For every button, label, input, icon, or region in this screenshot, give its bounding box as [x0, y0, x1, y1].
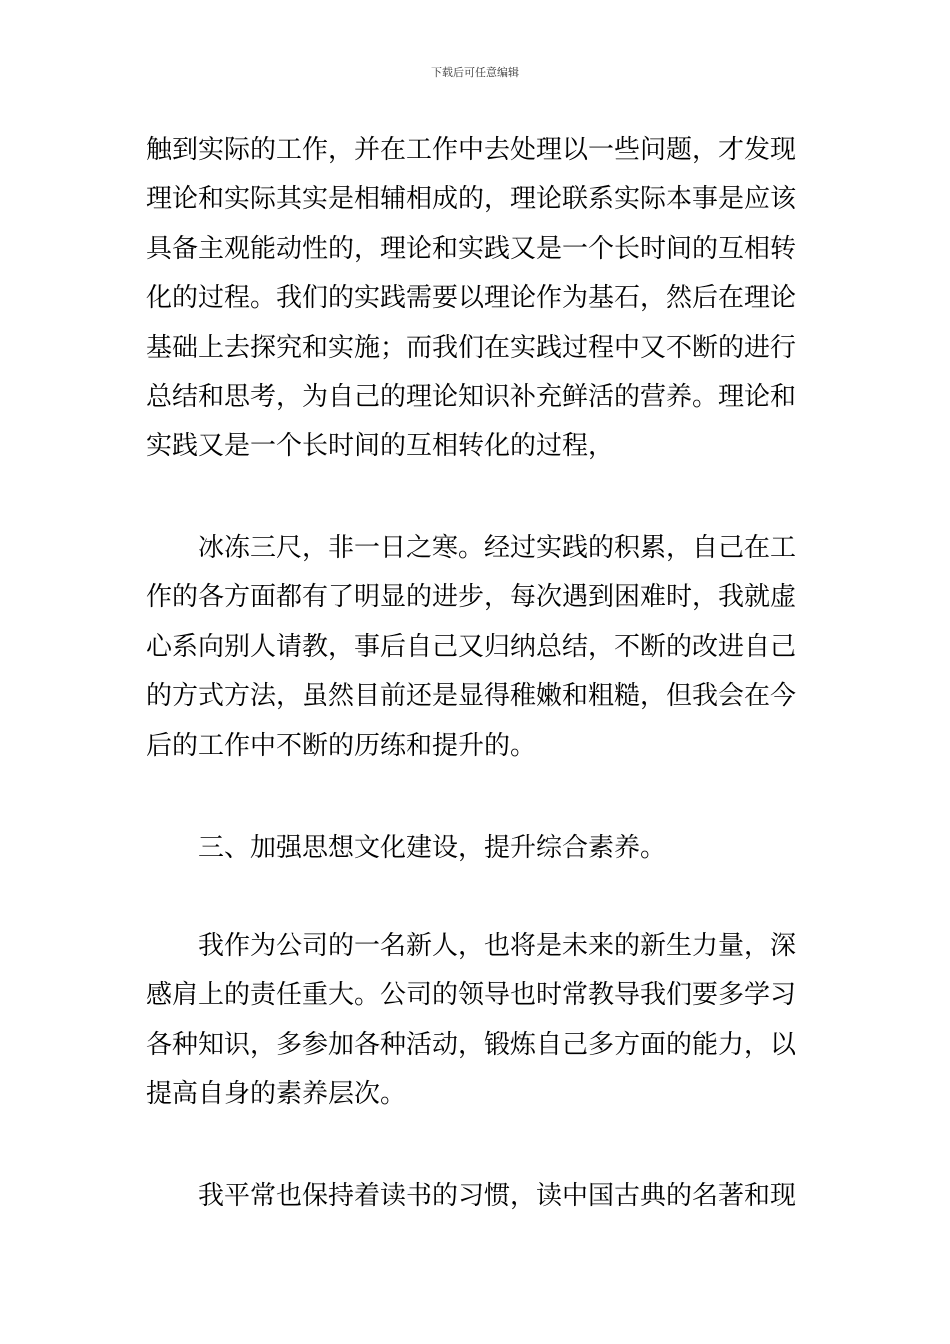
paragraph-1: 触到实际的工作，并在工作中去处理以一些问题，才发现理论和实际其实是相辅相成的，理论联系实际本事是应该具备主观能动性的，理论和实践又是一个长时间的互相转化的过程。我们的实践需要以理论作为基石，然后在理论基础上去探究和实施；而我们在实践过程中又不断的进行总结和思考，为自己的理论知识补充鲜活的营养。理论和实践又是一个长时间的互相转化的过程， — [146, 135, 797, 462]
section-heading: 三、加强思想文化建设，提升综合素养。 — [198, 833, 667, 863]
paragraph-4: 我平常也保持着读书的习惯，读中国古典的名著和现 — [198, 1181, 797, 1211]
paragraph-2: 冰冻三尺，非一日之寒。经过实践的积累，自己在工作的各方面都有了明显的进步，每次遇到困难时，我就虚心系向别人请教，事后自己又归纳总结，不断的改进自己的方式方法，虽然目前还是显得稚嫩和粗糙，但我会在今后的工作中不断的历练和提升的。 — [146, 533, 797, 761]
page-header: 下载后可任意编辑 — [431, 66, 519, 79]
paragraph-3: 我作为公司的一名新人，也将是未来的新生力量，深感肩上的责任重大。公司的领导也时常教导我们要多学习各种知识，多参加各种活动，锻炼自己多方面的能力，以提高自身的素养层次。 — [146, 931, 797, 1110]
